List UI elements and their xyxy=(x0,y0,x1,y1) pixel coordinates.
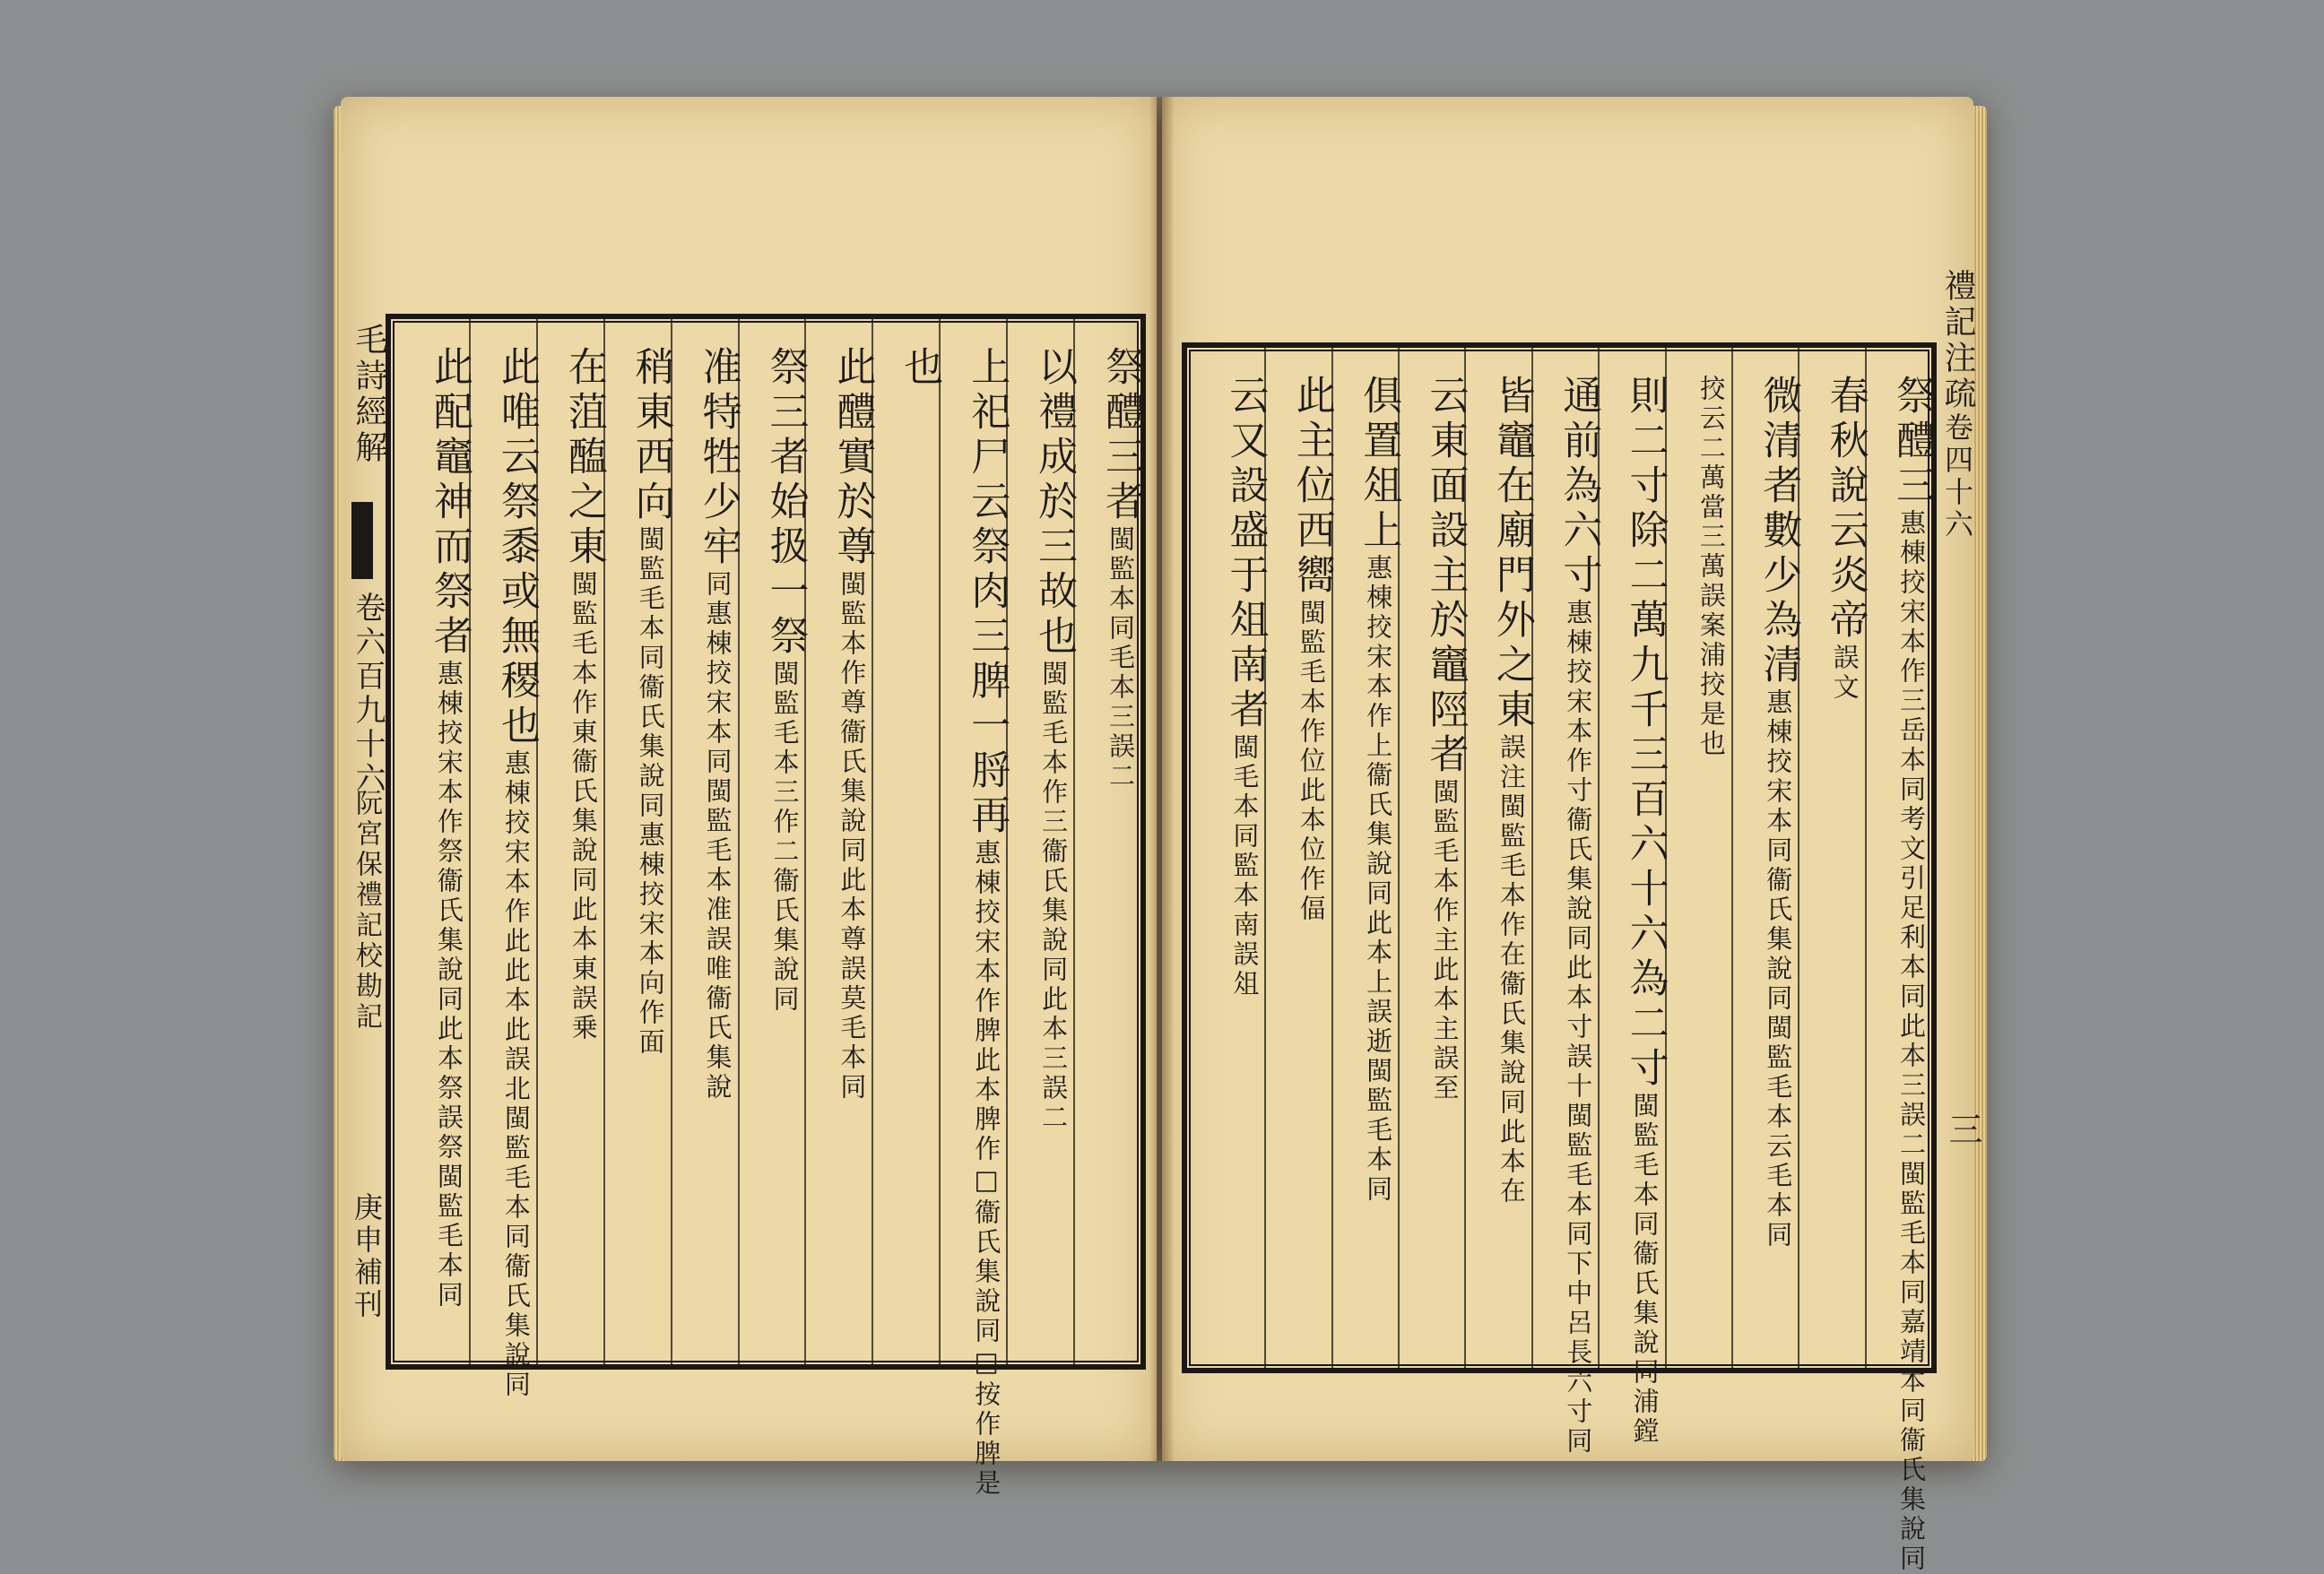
left-column-main-text: 此醴實於尊 xyxy=(829,346,876,570)
right-column-main-text: 云東面設主於竈陘者 xyxy=(1422,375,1469,778)
right-column-main-text: 則二寸除二萬九千三百六十六為二寸 xyxy=(1622,375,1669,1092)
left-column-main-text: 准特牲少牢 xyxy=(695,346,741,570)
left-text-frame xyxy=(386,314,1146,1499)
right-text-column xyxy=(1198,348,1269,1368)
left-column-main-text: 祭三者始扱一祭 xyxy=(762,346,809,660)
left-column-annotation: 閩監毛本同衞氏集說同惠棟挍宋本向作面 xyxy=(635,525,666,1058)
right-column-annotation: 惠棟挍宋本同衞氏集說同閩監毛本云毛本同 xyxy=(1763,688,1794,1250)
right-column-annotation: 惠棟挍宋本作三岳本同考文引足利本同此本三誤二閩監毛本同嘉靖本同衞氏集說同 xyxy=(1896,509,1927,1574)
left-text-column xyxy=(402,319,473,1364)
right-margin-volume: 卷四十六 xyxy=(1940,412,1974,541)
right-column-main-text: 微清者數少為清 xyxy=(1756,375,1802,688)
right-column-annotation: 誤文 xyxy=(1829,644,1860,703)
book-gutter xyxy=(1149,97,1175,1461)
right-text-column xyxy=(1798,348,1869,1368)
left-column-annotation: 閩監本作尊衞氏集說同此本尊誤莫毛本同 xyxy=(837,570,868,1103)
left-column-annotation: 惠棟挍宋本作脾此本脾作□衞氏集說同□按作脾是 xyxy=(971,839,1002,1499)
right-text-column xyxy=(1464,348,1535,1368)
right-text-frame xyxy=(1182,342,1937,1574)
left-column-main-text: 此配竈神而祭者 xyxy=(426,346,473,660)
left-column-annotation: 同惠棟挍宋本同閩監毛本准誤唯衞氏集說 xyxy=(702,570,733,1103)
left-column-annotation: 閩監毛本三作二衞氏集說同 xyxy=(769,660,801,1015)
left-text-column xyxy=(603,319,674,1364)
right-column-annotation: 閩監毛本同衞氏集說同浦鏜 xyxy=(1629,1092,1661,1447)
right-column-annotation: 閩監毛本作主此本主誤至 xyxy=(1429,778,1461,1103)
left-margin-volume: 卷六百九十六 xyxy=(350,592,386,796)
left-text-column xyxy=(536,319,607,1364)
right-column-annotation: 挍云二萬當三萬誤案浦挍是也 xyxy=(1695,375,1727,759)
right-column-main-text: 皆竈在廟門外之東 xyxy=(1488,375,1535,733)
right-column-annotation: 誤注閩監毛本作在衞氏集說同此本在 xyxy=(1496,733,1527,1206)
left-text-column xyxy=(872,319,943,1364)
left-text-column xyxy=(1073,319,1144,1364)
right-column-main-text: 云又設盛于俎南者 xyxy=(1222,375,1269,733)
left-column-main-text: 稍東西向 xyxy=(628,346,674,525)
right-column-annotation: 閩監毛本作位此本位作偪 xyxy=(1296,599,1327,924)
right-text-column xyxy=(1598,348,1669,1447)
right-column-main-text: 祭醴三 xyxy=(1889,375,1935,509)
right-column-annotation: 惠棟挍宋本作寸衞氏集說同此本寸誤十閩監毛本同下中呂長六寸同 xyxy=(1563,599,1594,1457)
right-column-main-text: 春秋說云炎帝 xyxy=(1822,375,1869,644)
left-column-annotation: 惠棟挍宋本作祭衞氏集說同此本祭誤祭閩監毛本同 xyxy=(433,660,464,1310)
left-margin-seal xyxy=(351,502,373,579)
left-margin-title: 毛詩經解 xyxy=(351,323,387,466)
right-column-annotation: 惠棟挍宋本作上衞氏集說同此本上誤逝閩監毛本同 xyxy=(1363,554,1394,1205)
right-page-number: 三 xyxy=(1943,1111,1982,1151)
right-column-main-text: 通前為六寸 xyxy=(1556,375,1602,599)
left-column-main-text: 祭醴三者 xyxy=(1098,346,1144,525)
right-text-column xyxy=(1264,348,1335,1368)
left-column-annotation: 閩監本同毛本三誤二 xyxy=(1106,525,1136,791)
right-column-annotation: 閩毛本同監本南誤俎 xyxy=(1229,733,1261,999)
left-margin-printer: 庚申補刊 xyxy=(350,1192,384,1321)
left-text-column xyxy=(1006,319,1078,1364)
left-column-main-text: 也 xyxy=(897,346,943,391)
left-text-column xyxy=(939,319,1010,1499)
left-text-column xyxy=(804,319,876,1364)
left-text-column xyxy=(738,319,809,1364)
right-text-column xyxy=(1531,348,1602,1457)
left-column-annotation: 閩監毛本作東衞氏集說同此本東誤乗 xyxy=(568,570,599,1043)
right-margin-title: 禮記注疏 xyxy=(1939,269,1976,412)
left-text-column xyxy=(469,319,540,1400)
left-column-main-text: 以禮成於三故也 xyxy=(1031,346,1078,660)
left-column-main-text: 此唯云祭黍或無稷也 xyxy=(493,346,540,749)
left-column-main-text: 上祀尸云祭肉三脾一脟再 xyxy=(964,346,1010,839)
left-column-annotation: 閩監毛本作三衞氏集說同此本三誤二 xyxy=(1038,660,1070,1133)
right-text-column xyxy=(1665,348,1731,1368)
right-text-column xyxy=(1331,348,1402,1368)
right-column-main-text: 俱置俎上 xyxy=(1356,375,1402,554)
left-margin-publisher: 阮宮保禮記校勘記 xyxy=(351,789,382,1033)
right-text-column xyxy=(1398,348,1469,1368)
right-text-column xyxy=(1865,348,1935,1574)
right-column-main-text: 此主位西嚮 xyxy=(1288,375,1335,599)
left-column-main-text: 在菹醢之東 xyxy=(560,346,607,570)
left-text-column xyxy=(671,319,741,1364)
right-text-column xyxy=(1731,348,1802,1368)
left-column-annotation: 惠棟挍宋本作此此本此誤北閩監毛本同衞氏集說同 xyxy=(500,749,532,1400)
